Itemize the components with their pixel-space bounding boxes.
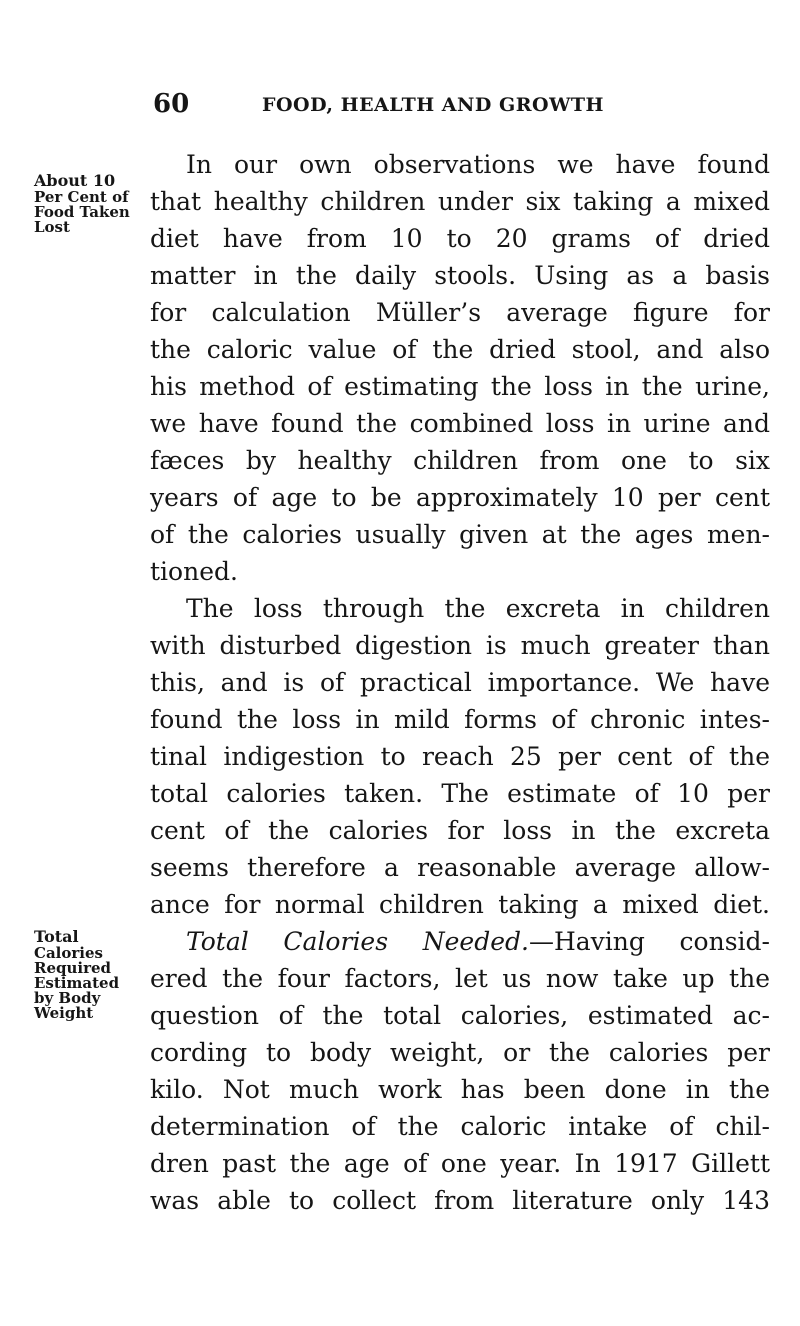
body-line: the caloric value of the dried stool, and also bbox=[150, 335, 770, 364]
body-line: years of age to be approximately 10 per cent bbox=[150, 483, 770, 512]
margin-note-line: Estimated bbox=[34, 974, 120, 992]
body-line: fæces by healthy children from one to six bbox=[150, 446, 770, 475]
body-line-with-heading bbox=[150, 923, 770, 960]
body-line: this, and is of practical importance. We have bbox=[150, 668, 770, 697]
margin-note-line: by Body bbox=[34, 989, 101, 1007]
body-line: determination of the caloric intake of chil- bbox=[150, 1112, 770, 1141]
body-text bbox=[150, 146, 770, 1219]
margin-note-food-lost bbox=[34, 172, 134, 235]
body-line: for calculation Müller’s average figure for bbox=[150, 298, 770, 327]
body-line: tioned. bbox=[150, 557, 238, 586]
margin-note-line: Weight bbox=[34, 1004, 94, 1022]
margin-note-line: Food Taken bbox=[34, 203, 130, 221]
body-line: seems therefore a reasonable average allow- bbox=[150, 853, 770, 882]
body-line: total calories taken. The estimate of 10 per bbox=[150, 779, 770, 808]
margin-note-line: About 10 bbox=[34, 171, 116, 190]
body-line: tinal indigestion to reach 25 per cent of the bbox=[150, 742, 770, 771]
margin-note-line: Required bbox=[34, 959, 112, 977]
body-line: The loss through the excreta in children bbox=[186, 594, 770, 623]
margin-note-total-calories bbox=[34, 928, 134, 1021]
body-line: diet have from 10 to 20 grams of dried bbox=[150, 224, 770, 253]
body-line: was able to collect from literature only 143 bbox=[150, 1186, 770, 1215]
body-line: ered the four factors, let us now take up the bbox=[150, 964, 770, 993]
body-line: of the calories usually given at the ages men- bbox=[150, 520, 770, 549]
body-line: found the loss in mild forms of chronic intes- bbox=[150, 705, 770, 734]
body-line: with disturbed digestion is much greater than bbox=[150, 631, 770, 660]
body-line-remainder: —Having consid- bbox=[528, 927, 770, 956]
body-line: that healthy children under six taking a mixed bbox=[150, 187, 770, 216]
margin-note-line: Per Cent of bbox=[34, 188, 129, 206]
body-line: In our own observations we have found bbox=[186, 150, 770, 179]
body-line: ance for normal children taking a mixed diet. bbox=[150, 890, 770, 919]
margin-note-line: Calories bbox=[34, 944, 103, 962]
body-line: his method of estimating the loss in the urine, bbox=[150, 372, 770, 401]
body-line: question of the total calories, estimated ac- bbox=[150, 1001, 770, 1030]
running-head: FOOD, HEALTH AND GROWTH bbox=[262, 94, 605, 116]
body-line: kilo. Not much work has been done in the bbox=[150, 1075, 770, 1104]
body-line: we have found the combined loss in urine and bbox=[150, 409, 770, 438]
margin-note-line: Total bbox=[34, 927, 79, 946]
page-number: 60 bbox=[153, 89, 190, 119]
section-heading: Total Calories Needed. bbox=[186, 927, 529, 956]
body-line: matter in the daily stools. Using as a basis bbox=[150, 261, 770, 290]
body-line: dren past the age of one year. In 1917 Gillett bbox=[150, 1149, 770, 1178]
body-line: cording to body weight, or the calories per bbox=[150, 1038, 770, 1067]
body-line: cent of the calories for loss in the excreta bbox=[150, 816, 770, 845]
margin-note-line: Lost bbox=[34, 218, 70, 236]
